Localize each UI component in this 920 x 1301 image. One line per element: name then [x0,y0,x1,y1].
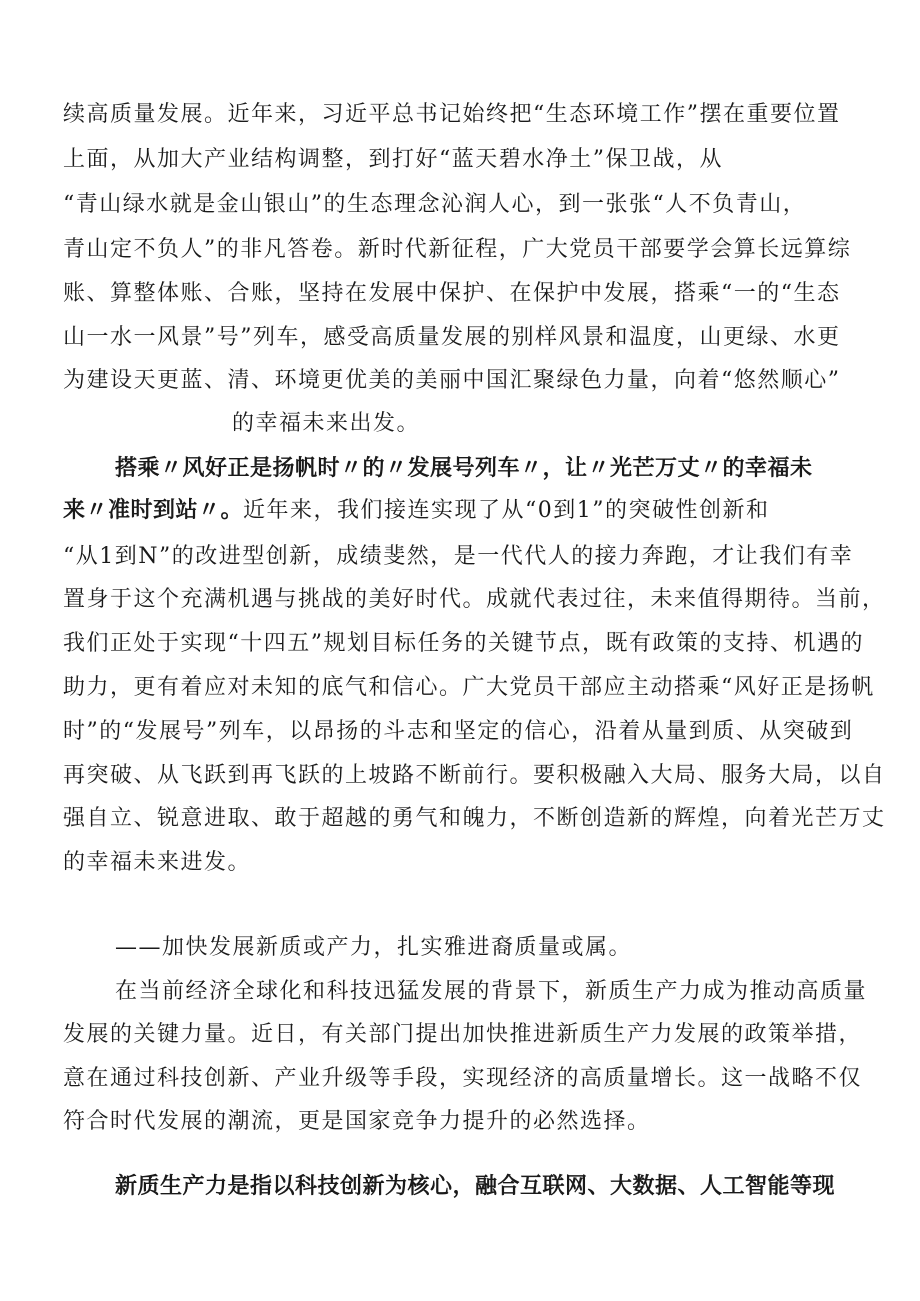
text-line: “青山绿水就是金山银山”的生态理念沁润人心，到一张张“人不负青山， [63,192,807,217]
text-line: “从1到N”的改进型创新，成绩斐然，是一代代人的接力奔跑，才让我们有幸 [63,544,854,569]
text-line: 为建设天更蓝、清、环境更优美的美丽中国汇聚绿色力量，向着“悠然顺心” [63,368,841,393]
text-line: 的幸福未来出发。 [232,411,421,436]
text-line: 的幸福未来进发。 [63,850,252,875]
text-line: 续高质量发展。近年来，习近平总书记始终把“生态环境工作”摆在重要位置 [63,102,841,127]
text-fragment: 近年来，我们接连实现了从“0到1”的突破性创新和 [243,498,770,523]
text-line: 账、算整体账、合账，坚持在发展中保护、在保护中发展，搭乘“一的“生态 [63,281,841,306]
bold-heading-line: 新质生产力是指以科技创新为核心，融合互联网、大数据、人工智能等现 [115,1174,836,1199]
text-line: 在当前经济全球化和科技迅猛发展的背景下，新质生产力成为推动高质量 [115,979,868,1004]
text-line: 再突破、从飞跃到再飞跃的上坡路不断前行。要积极融入大局、服务大局，以自 [63,763,886,788]
text-line: 符合时代发展的潮流，更是国家竞争力提升的必然选择。 [63,1109,651,1134]
text-line: 助力，更有着应对未知的底气和信心。广大党员干部应主动搭乘“风好正是扬帆 [63,675,875,700]
text-line: 强自立、锐意进取、敢于超越的勇气和魄力，不断创造新的辉煌，向着光芒万丈 [63,806,886,831]
bold-heading-fragment: 来〃准时到站〃。 [63,498,244,523]
text-line [63,496,770,526]
text-line: 上面，从加大产业结构调整，到打好“蓝天碧水净土”保卫战，从 [63,147,723,172]
text-line: 发展的关键力量。近日，有关部门提出加快推进新质生产力发展的政策举措， [63,1022,863,1047]
text-line: 山一水一风景”号”列车，感受高质量发展的别样风景和温度，山更绿、水更 [63,325,841,350]
text-line: 置身于这个充满机遇与挑战的美好时代。成就代表过往，未来值得期待。当前， [63,587,886,612]
text-line: ——加快发展新质或产力，扎实雅进裔质量或属。 [115,935,633,960]
text-line: 青山定不负人”的非凡答卷。新时代新征程，广大党员干部要学会算长远算综 [63,237,852,262]
text-line: 我们正处于实现“十四五”规划目标任务的关键节点，既有政策的支持、机遇的 [63,631,864,656]
text-line: 时”的“发展号”列车，以昂扬的斗志和坚定的信心，沿着从量到质、从突破到 [63,719,854,744]
bold-heading-line: 搭乘〃风好正是扬帆时〃的〃发展号列车〃，让〃光芒万丈〃的幸福未 [115,456,813,481]
text-line: 意在通过科技创新、产业升级等手段，实现经济的高质量增长。这一战略不仅 [63,1066,863,1091]
